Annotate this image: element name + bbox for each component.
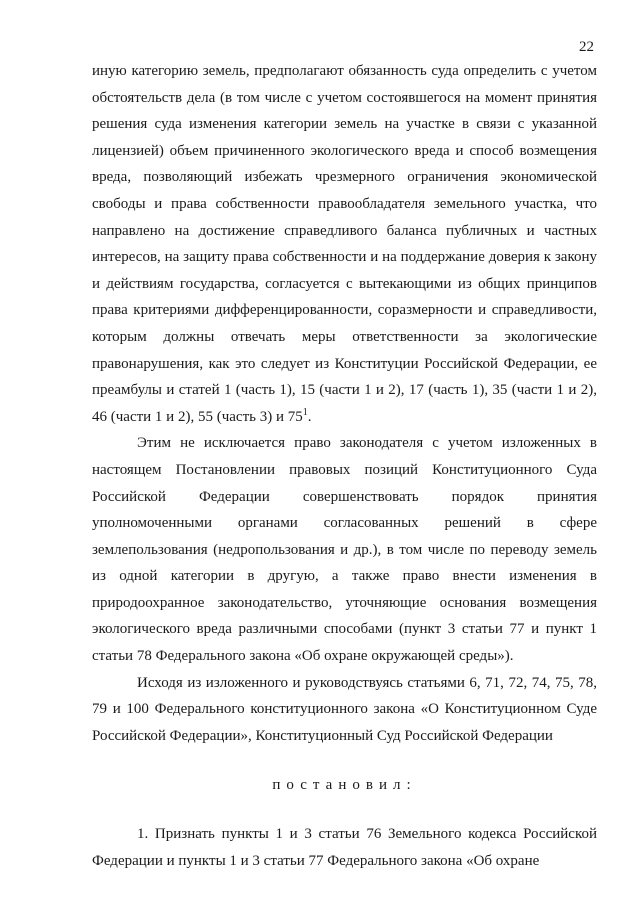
page-number: 22 — [579, 39, 594, 55]
paragraph-end: . — [307, 408, 312, 425]
paragraph-continuation — [92, 58, 597, 430]
resolution-item-1: 1. Признать пункты 1 и 3 статьи 76 Земельного кодекса Российской Федерации и пункты 1 и 3 статьи 77 Федерального закона «Об охране — [92, 826, 597, 869]
paragraph-text: иную категорию земель, предполагают обязанность суда определить с учетом обстоятельств дела (в том числе с учетом состоявшегося на момент принятия решения суда изменения категории земель на участке в связи с указанной лицензией) объем причиненного экологического вреда и способ возмещения вреда, позволяющий избежать чрезмерного ограничения экономической свободы и права собственности правообладателя земельного участка, что направлено на достижение справедливого баланса публичных и частных интересов, на защиту права собственности и на поддержание доверия к закону и действиям государства, согласуется с вытекающими из общих принципов права критериями дифференцированности, соразмерности и справедливости, которым должны отвечать меры ответственности за экологические правонарушения, как это следует из Конституции Российской Федерации, ее преамбулы и статей 1 (часть 1), 15 (части 1 и 2), 17 (часть 1), 35 (части 1 и 2), 46 (части 1 и 2), 55 (часть 3) и 75 — [92, 63, 597, 425]
paragraph-legislator-right: Этим не исключается право законодателя с учетом изложенных в настоящем Постановлении правовых позиций Конституционного Суда Российской Федерации совершенствовать порядок принятия уполномоченными органами согласованных решений в сфере землепользования (недропользования и др.), в том числе по переводу земель из одной категории в другую, а также право внести изменения в природоохранное законодательство, уточняющие основания возмещения экологического вреда различными способами (пункт 3 статьи 77 и пункт 1 статьи 78 Федерального закона «Об охране окружающей среды»). — [92, 435, 597, 665]
footnote-marker: 1 — [302, 406, 308, 418]
resolution-heading: постановил: — [272, 777, 417, 794]
document-body — [92, 58, 597, 874]
paragraph-grounds: Исходя из изложенного и руководствуясь статьями 6, 71, 72, 74, 75, 78, 79 и 100 Федерального конституционного закона «О Конституционном Суде Российской Федерации», Конституционный Суд Российской Федерации — [92, 674, 597, 744]
